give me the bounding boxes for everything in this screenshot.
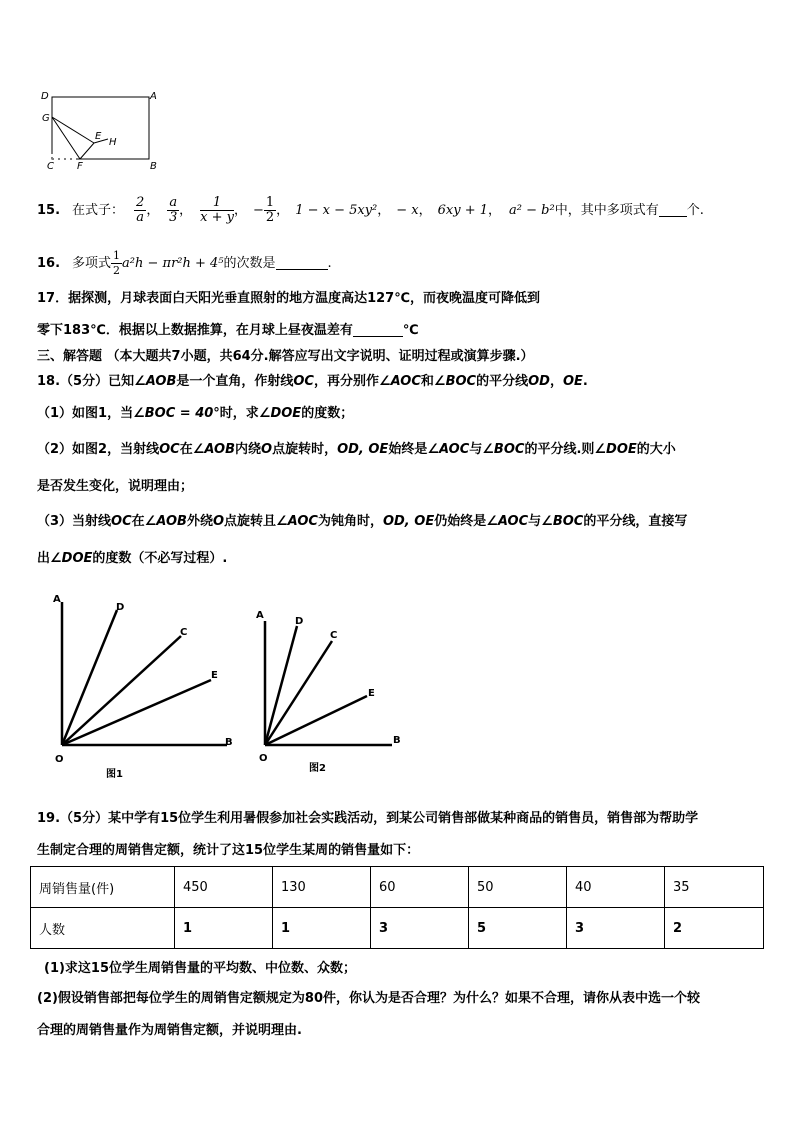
fig1-label-A: A <box>53 594 61 605</box>
table-cell: 450 <box>175 867 273 908</box>
table-cell: 3 <box>371 908 469 949</box>
q15-tail: 中，其中多项式有 <box>554 202 659 218</box>
sales-table <box>30 866 764 949</box>
section-3-heading: 三、解答题 （本大题共7小题，共64分.解答应写出文字说明、证明过程或演算步骤.） <box>37 349 534 364</box>
table-cell: 50 <box>469 867 567 908</box>
question-15 <box>37 194 704 226</box>
q17-line-2-text: 零下183℃．根据以上数据推算，在月球上昼夜温差有 <box>37 323 353 338</box>
q16-fraction: $\frac{1}{2}$ <box>113 248 121 277</box>
q16-end: . <box>327 255 332 271</box>
table-cell: 1 <box>175 908 273 949</box>
q19-sub-2-line-2: 合理的周销售量作为周销售定额，并说明理由. <box>37 1023 302 1038</box>
rectangle-figure <box>38 88 168 170</box>
label-H: H <box>109 137 117 148</box>
q15-fraction-4: $\frac{1}{2}$ <box>265 194 275 225</box>
q18-part-3: （3）当射线OC在∠AOB外绕O点旋转且∠AOC为钝角时，OD, OE仍始终是∠AOC与∠BOC的平分线，直接写 <box>37 514 688 529</box>
q18-part-2-line-2: 是否发生变化，说明理由； <box>37 479 194 494</box>
table-cell: 1 <box>273 908 371 949</box>
table-header-cell: 人数 <box>31 908 175 949</box>
table-cell: 60 <box>371 867 469 908</box>
q15-expr-8: a² − b² <box>509 202 555 218</box>
q15-fraction-1: $\frac{2}{a}$ <box>136 194 145 225</box>
q15-number: 15. <box>37 202 61 218</box>
q18-part-3-line-2: 出∠DOE的度数（不必写过程）. <box>37 551 228 566</box>
table-cell: 40 <box>567 867 665 908</box>
q17-line-2 <box>37 324 419 337</box>
q17-line-1: 17．据探测，月球表面白天阳光垂直照射的地方温度高达127℃，而夜晚温度可降低到 <box>37 291 540 306</box>
q18-part-2: （2）如图2，当射线OC在∠AOB内绕O点旋转时，OD, OE始终是∠AOC与∠BOC的平分线.则∠DOE的大小 <box>37 442 676 457</box>
table-row <box>31 867 764 908</box>
fig1-label-C: C <box>180 627 188 638</box>
fig2-label-B: B <box>393 735 401 746</box>
table-cell: 5 <box>469 908 567 949</box>
fig2-caption: 图2 <box>309 763 326 774</box>
table-cell: 35 <box>665 867 764 908</box>
label-D: D <box>41 91 49 102</box>
fig2-label-D: D <box>295 616 304 627</box>
q19-line-1: 19.（5分）某中学有15位学生利用暑假参加社会实践活动，到某公司销售部做某种商品的销售员，销售部为帮助学 <box>37 811 699 826</box>
q15-expr-7: 6xy + 1 <box>437 202 489 218</box>
table-cell: 3 <box>567 908 665 949</box>
figure-2 <box>252 604 412 779</box>
q15-sep: ， <box>179 202 193 218</box>
figure-1 <box>45 590 245 780</box>
q15-sep: ， <box>146 202 160 218</box>
q15-sep: ， <box>276 202 290 218</box>
q15-sep: ， <box>233 202 247 218</box>
q16-tail: 的次数是 <box>223 255 276 271</box>
fig1-label-B: B <box>225 737 233 748</box>
q15-unit: 个. <box>686 202 704 218</box>
q16-answer-blank[interactable] <box>276 257 328 270</box>
fig2-label-O: O <box>259 753 268 764</box>
q15-sep: ， <box>377 202 391 218</box>
table-cell: 130 <box>273 867 371 908</box>
q15-expr-5: 1 − x − 5xy² <box>295 202 378 218</box>
q17-answer-blank[interactable] <box>353 324 403 337</box>
q16-number: 16. <box>37 255 61 271</box>
q15-expr-6: − x <box>396 202 419 218</box>
q15-fraction-2: $\frac{a}{3}$ <box>169 194 178 225</box>
q18-stem: 18.（5分）已知∠AOB是一个直角，作射线OC，再分别作∠AOC和∠BOC的平分线OD，OE. <box>37 374 588 389</box>
q16-expr: a²h − πr²h + 4⁵ <box>122 255 224 271</box>
table-row <box>31 908 764 949</box>
fig2-label-C: C <box>330 630 338 641</box>
fig1-label-E: E <box>211 670 218 681</box>
fig2-label-E: E <box>368 688 375 699</box>
label-C: C <box>47 161 54 170</box>
q17-unit: ℃ <box>402 323 419 338</box>
q15-answer-blank[interactable] <box>659 204 687 217</box>
q15-sep: ， <box>488 202 502 218</box>
q19-sub-1: (1)求这15位学生周销售量的平均数、中位数、众数； <box>44 961 357 976</box>
q15-sep: ， <box>418 202 432 218</box>
q19-line-2: 生制定合理的周销售定额，统计了这15位学生某周的销售量如下： <box>37 843 420 858</box>
fig1-label-O: O <box>55 754 64 765</box>
label-F: F <box>77 161 83 170</box>
label-B: B <box>150 161 157 170</box>
q15-intro: 在式子： <box>72 202 125 218</box>
question-16 <box>37 247 332 279</box>
label-G: G <box>42 113 50 124</box>
table-cell: 2 <box>665 908 764 949</box>
fig1-caption: 图1 <box>106 769 123 780</box>
fig1-label-D: D <box>116 602 125 613</box>
q16-intro: 多项式 <box>72 255 112 271</box>
label-A: A <box>150 91 157 102</box>
q18-part-1: （1）如图1，当∠BOC = 40°时，求∠DOE的度数； <box>37 406 354 421</box>
label-E: E <box>95 131 102 142</box>
q15-fraction-3: $\frac{1}{x + y}$ <box>200 194 234 225</box>
q19-sub-2-line-1: (2)假设销售部把每位学生的周销售定额规定为80件，你认为是否合理？为什么？如果不合理，请你从表中选一个较 <box>37 991 701 1006</box>
q15-minus: − <box>252 202 264 218</box>
table-header-cell: 周销售量(件) <box>31 867 175 908</box>
fig2-label-A: A <box>256 610 264 621</box>
